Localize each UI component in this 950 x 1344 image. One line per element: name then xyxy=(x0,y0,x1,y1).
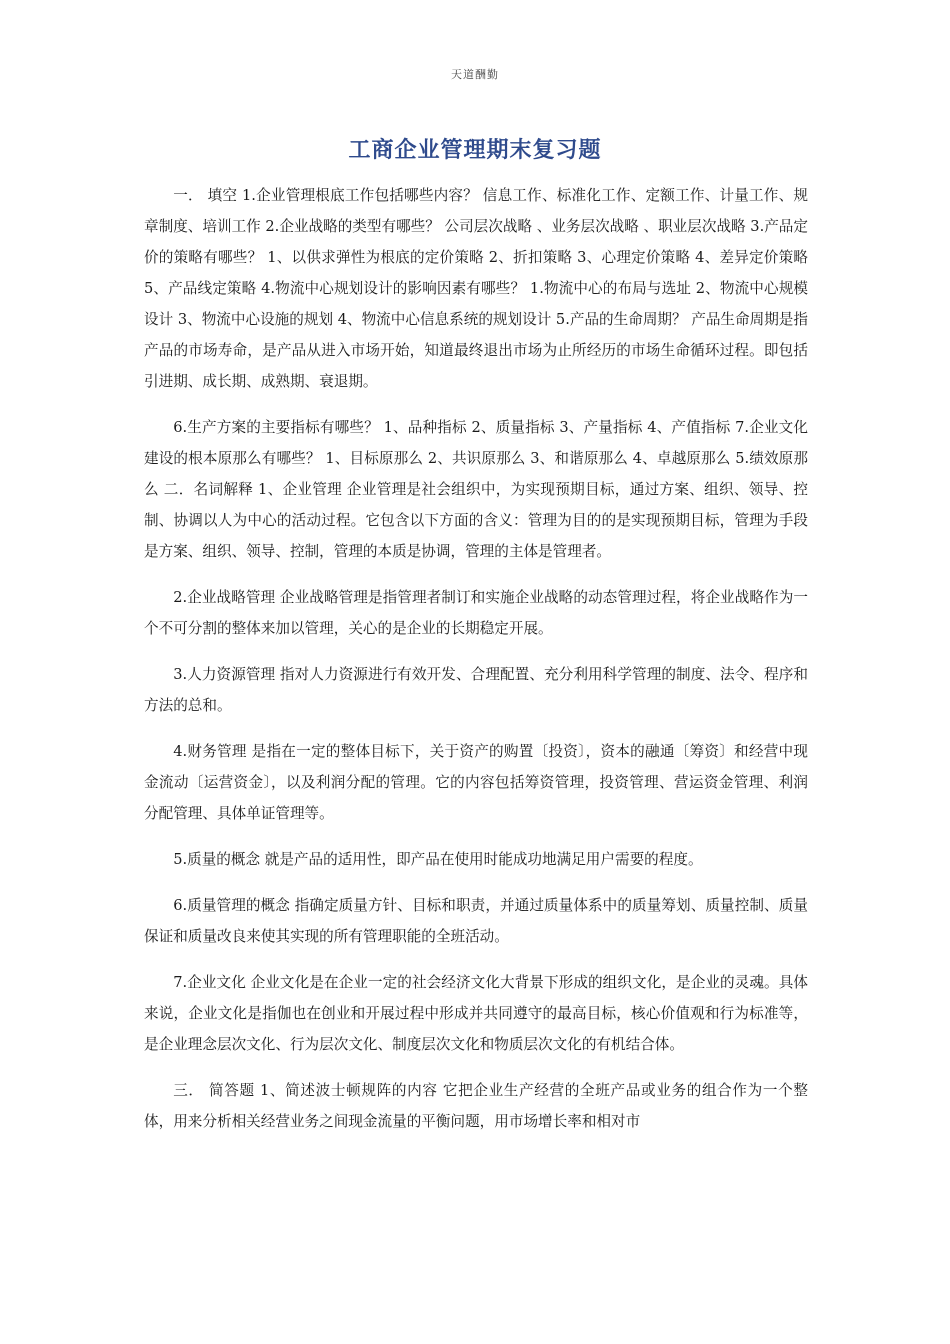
paragraph-short-answer: 三． 简答题 1、简述波士顿规阵的内容 它把企业生产经营的全班产品或业务的组合作为一个整体，用来分析相关经营业务之间现金流量的平衡问题，用市场增长率和相对市 xyxy=(144,1082,808,1130)
paragraph-human-resources: 3.人力资源管理 指对人力资源进行有效开发、合理配置、充分利用科学管理的制度、法令、程序和方法的总和。 xyxy=(144,666,808,714)
paragraph-fill-in-blank: 一． 填空 1.企业管理根底工作包括哪些内容？ 信息工作、标准化工作、定额工作、计量工作、规章制度、培训工作 2.企业战略的类型有哪些？ 公司层次战略 、业务层次战略 、职业层次战略 3.产品定价的策略有哪些？ 1、以供求弹性为根底的定价策略 2、折扣策略 3、心理定价策略 4、差异定价策略 5、产品线定策略 4.物流中心规划设计的影响因素有哪些？ 1.物流中心的布局与选址 2、物流中心规模设计 3、物流中心设施的规划 4、物流中心信息系统的规划设计 5.产品的生命周期？ 产品生命周期是指产品的市场寿命，是产品从进入市场开始，知道最终退出市场为止所经历的市场生命循环过程。即包括引进期、成长期、成熟期、衰退期。 xyxy=(144,187,808,390)
paragraph-corporate-culture: 7.企业文化 企业文化是在企业一定的社会经济文化大背景下形成的组织文化，是企业的灵魂。具体来说，企业文化是指伽也在创业和开展过程中形成并共同遵守的最高目标，核心价值观和行为标准等，是企业理念层次文化、行为层次文化、制度层次文化和物质层次文化的有机结合体。 xyxy=(144,974,808,1053)
document-title: 工商企业管理期末复习题 xyxy=(348,137,602,163)
paragraph-quality-concept: 5.质量的概念 就是产品的适用性，即产品在使用时能成功地满足用户需要的程度。 xyxy=(173,851,703,868)
paragraph-quality-management: 6.质量管理的概念 指确定质量方针、目标和职责，并通过质量体系中的质量筹划、质量控制、质量保证和质量改良来使其实现的所有管理职能的全班活动。 xyxy=(144,897,808,945)
paragraph-production-plan: 6.生产方案的主要指标有哪些？ 1、品种指标 2、质量指标 3、产量指标 4、产值指标 7.企业文化建设的根本原那么有哪些？ 1、目标原那么 2、共识原那么 3、和谐原那么 4、卓越原那么 5.绩效原那么 二．名词解释 1、企业管理 企业管理是社会组织中，为实现预期目标，通过方案、组织、领导、控制、协调以人为中心的活动过程。它包含以下方面的含义：管理为目的的是实现预期目标，管理为手段是方案、组织、领导、控制，管理的本质是协调，管理的主体是管理者。 xyxy=(144,419,808,560)
page-header: 天道酬勤 xyxy=(451,68,499,81)
paragraph-strategy-management: 2.企业战略管理 企业战略管理是指管理者制订和实施企业战略的动态管理过程，将企业战略作为一个不可分割的整体来加以管理，关心的是企业的长期稳定开展。 xyxy=(144,589,808,637)
document-body xyxy=(144,180,808,1152)
paragraph-financial-management: 4.财务管理 是指在一定的整体目标下，关于资产的购置〔投资〕，资本的融通〔筹资〕和经营中现金流动〔运营资金〕，以及利润分配的管理。它的内容包括筹资管理，投资管理、营运资金管理、利润分配管理、具体单证管理等。 xyxy=(144,743,808,822)
